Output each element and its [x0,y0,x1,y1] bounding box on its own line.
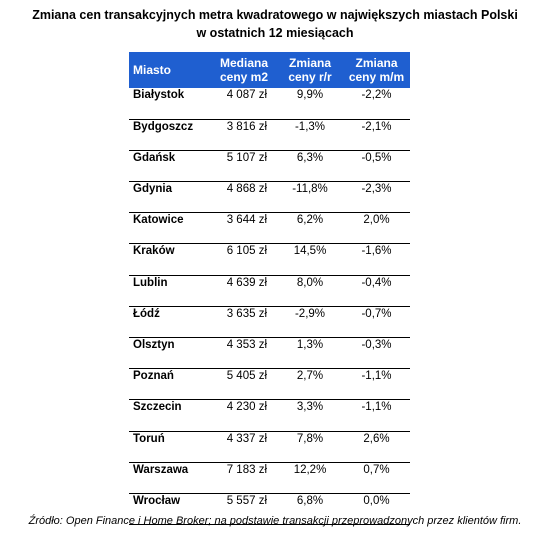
header-yy [277,52,343,88]
table-row [129,182,410,213]
cell-mm: -0,3% [343,338,410,369]
cell-city: Warszawa [129,462,211,493]
title-line-1: Zmiana cen transakcyjnych metra kwadratowego w największych miastach Polski [32,8,518,22]
header-median-line-1: Mediana [219,56,268,70]
header-mm-line-2: ceny m/m [348,70,405,84]
cell-median: 5 107 zł [211,150,277,181]
table-header-row [129,52,410,88]
cell-median: 4 639 zł [211,275,277,306]
header-median [211,52,277,88]
table-row [129,244,410,275]
cell-city: Olsztyn [129,338,211,369]
cell-mm: 2,0% [343,213,410,244]
cell-median: 6 105 zł [211,244,277,275]
cell-yy: -11,8% [277,182,343,213]
cell-median: 7 183 zł [211,462,277,493]
cell-yy: -2,9% [277,306,343,337]
cell-median: 3 644 zł [211,213,277,244]
cell-city: Poznań [129,369,211,400]
cell-city: Białystok [129,88,211,119]
cell-mm: -2,3% [343,182,410,213]
cell-median: 4 230 zł [211,400,277,431]
source-note: Źródło: Open Finance i Home Broker; na podstawie transakcji przeprowadzonych przez klientów firm. [28,515,522,527]
header-yy-line-2: ceny r/r [288,70,332,84]
cell-yy: 14,5% [277,244,343,275]
price-table [129,52,410,525]
cell-mm: -1,6% [343,244,410,275]
table-body [129,88,410,525]
header-mm [343,52,410,88]
header-mm-line-1: Zmiana [355,56,398,70]
header-city [129,52,211,88]
cell-city: Toruń [129,431,211,462]
cell-mm: 0,0% [343,493,410,524]
cell-yy: 9,9% [277,88,343,119]
cell-yy: 8,0% [277,275,343,306]
cell-yy: 2,7% [277,369,343,400]
header-yy-line-1: Zmiana [288,56,331,70]
table-row [129,306,410,337]
cell-yy: 7,8% [277,431,343,462]
header-city-label: Miasto [133,63,172,77]
cell-yy: 6,2% [277,213,343,244]
cell-mm: -1,1% [343,369,410,400]
cell-city: Szczecin [129,400,211,431]
cell-yy: 6,3% [277,150,343,181]
cell-yy: 12,2% [277,462,343,493]
cell-median: 5 557 zł [211,493,277,524]
cell-city: Wrocław [129,493,211,524]
cell-yy: 6,8% [277,493,343,524]
cell-city: Gdańsk [129,150,211,181]
cell-city: Łódź [129,306,211,337]
cell-city: Kraków [129,244,211,275]
cell-city: Gdynia [129,182,211,213]
title-line-2: w ostatnich 12 miesiącach [196,26,354,40]
cell-median: 4 353 zł [211,338,277,369]
cell-mm: -0,7% [343,306,410,337]
table-row [129,88,410,119]
table-row [129,213,410,244]
cell-city: Bydgoszcz [129,119,211,150]
table-row [129,369,410,400]
cell-mm: -0,5% [343,150,410,181]
table-row [129,275,410,306]
cell-median: 3 816 zł [211,119,277,150]
table-row [129,431,410,462]
cell-city: Katowice [129,213,211,244]
table-row [129,150,410,181]
cell-mm: 2,6% [343,431,410,462]
cell-mm: -0,4% [343,275,410,306]
cell-yy: 3,3% [277,400,343,431]
table-row [129,119,410,150]
cell-yy: 1,3% [277,338,343,369]
cell-median: 4 868 zł [211,182,277,213]
cell-mm: -1,1% [343,400,410,431]
table-row [129,338,410,369]
cell-median: 5 405 zł [211,369,277,400]
cell-median: 3 635 zł [211,306,277,337]
chart-title [0,6,550,42]
table-row [129,462,410,493]
cell-yy: -1,3% [277,119,343,150]
cell-median: 4 087 zł [211,88,277,119]
header-median-line-2: ceny m2 [219,70,269,84]
cell-mm: -2,2% [343,88,410,119]
cell-city: Lublin [129,275,211,306]
cell-mm: 0,7% [343,462,410,493]
table-row [129,400,410,431]
cell-median: 4 337 zł [211,431,277,462]
cell-mm: -2,1% [343,119,410,150]
